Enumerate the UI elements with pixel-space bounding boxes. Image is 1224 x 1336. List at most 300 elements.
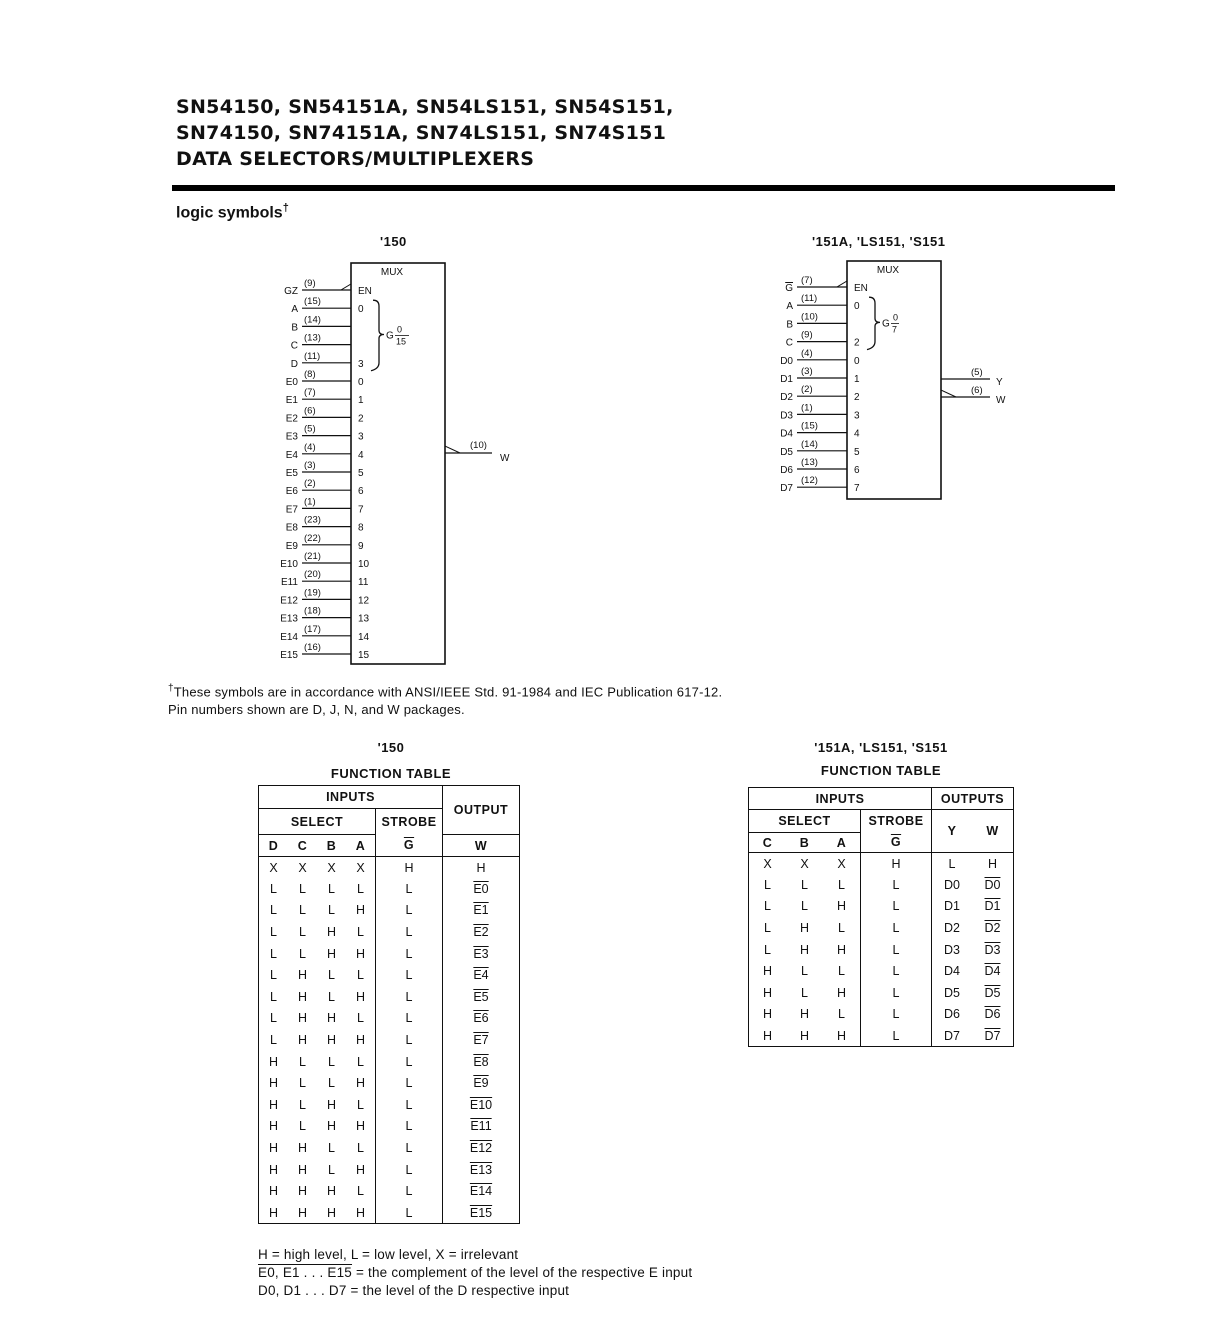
terminal-label: 0 bbox=[358, 304, 364, 316]
pin-number: (15) bbox=[304, 296, 321, 308]
pin-number: (22) bbox=[304, 532, 321, 544]
pin-number: (18) bbox=[304, 605, 321, 617]
table-row bbox=[259, 1116, 520, 1138]
table-cell: L bbox=[861, 939, 932, 961]
table-cell: H bbox=[799, 942, 810, 957]
pin-number: (15) bbox=[801, 420, 818, 432]
table-cell: L bbox=[357, 1097, 364, 1112]
function-table-151 bbox=[748, 787, 1014, 1047]
group-fraction-top: 0 bbox=[397, 324, 403, 335]
table-row bbox=[259, 943, 520, 965]
terminal-label: 11 bbox=[358, 577, 369, 589]
table-cell: L bbox=[376, 1051, 443, 1073]
group-label: G bbox=[882, 318, 890, 330]
pin-number: (9) bbox=[801, 329, 813, 341]
table-row bbox=[749, 1025, 1014, 1047]
table-cell: L bbox=[299, 1054, 306, 1069]
table-cell: H bbox=[259, 1072, 289, 1094]
table-cell: L bbox=[376, 964, 443, 986]
table-cell: L bbox=[861, 1025, 932, 1047]
inputs-header: INPUTS bbox=[749, 788, 932, 810]
table-cell: H bbox=[799, 921, 810, 936]
legend-line-1: H = high level, L = low level, X = irrelevant bbox=[258, 1247, 519, 1262]
input-name: E12 bbox=[280, 595, 298, 607]
table-cell: X bbox=[327, 860, 336, 875]
output-pin: (6) bbox=[971, 385, 983, 396]
pin-number: (1) bbox=[304, 496, 316, 508]
output-name: Y bbox=[996, 377, 1003, 388]
table-cell: H bbox=[786, 1025, 823, 1047]
table-cell: L bbox=[376, 1137, 443, 1159]
output-cell: D6 bbox=[972, 1004, 1014, 1026]
enable-indicator bbox=[837, 281, 847, 287]
output-cell: D1 bbox=[972, 896, 1014, 918]
mux-title: MUX bbox=[876, 265, 900, 276]
pin-number: (2) bbox=[801, 384, 813, 396]
table-row bbox=[259, 986, 520, 1008]
output-cell: D6 bbox=[944, 1007, 960, 1022]
pin-number: (21) bbox=[304, 551, 321, 562]
input-name: E10 bbox=[280, 559, 298, 570]
select-column-header: B bbox=[317, 835, 346, 857]
pin-number: (23) bbox=[304, 514, 321, 526]
output-cell: D3 bbox=[944, 942, 960, 957]
table-cell: L bbox=[259, 964, 289, 986]
table-cell: L bbox=[861, 1004, 932, 1026]
output-cell: E2 bbox=[443, 921, 520, 943]
table-cell: H bbox=[326, 1097, 337, 1112]
table-cell: X bbox=[259, 857, 289, 879]
table-cell: H bbox=[355, 1076, 366, 1091]
table-cell: H bbox=[861, 853, 932, 875]
group-brace bbox=[371, 300, 384, 371]
table-cell: L bbox=[299, 903, 306, 918]
output-cell: E12 bbox=[443, 1137, 520, 1159]
table-cell: L bbox=[376, 1008, 443, 1030]
output-cell: E8 bbox=[443, 1051, 520, 1073]
table-cell: H bbox=[297, 1011, 308, 1026]
input-name: D5 bbox=[780, 446, 793, 458]
terminal-label: 9 bbox=[358, 540, 364, 552]
table-cell: L bbox=[838, 877, 845, 892]
negation-indicator bbox=[941, 390, 956, 397]
terminal-label: 2 bbox=[854, 392, 860, 404]
table-cell: L bbox=[861, 982, 932, 1004]
table-row bbox=[749, 853, 1014, 875]
pin-number: (7) bbox=[801, 275, 813, 286]
output-cell: E5 bbox=[443, 986, 520, 1008]
input-name: D4 bbox=[780, 428, 793, 440]
table-cell: L bbox=[259, 943, 289, 965]
table-cell: H bbox=[823, 1025, 861, 1047]
table-row bbox=[259, 1094, 520, 1116]
table-cell: H bbox=[317, 1202, 346, 1224]
select-column-header: A bbox=[823, 833, 861, 853]
terminal-label: 3 bbox=[358, 431, 364, 443]
table-cell: L bbox=[749, 874, 787, 896]
terminal-label: 2 bbox=[854, 337, 860, 349]
terminal-label: 0 bbox=[358, 377, 364, 388]
input-name: E15 bbox=[280, 650, 298, 661]
table-cell: H bbox=[749, 982, 787, 1004]
input-name: B bbox=[291, 322, 298, 334]
table-cell: H bbox=[355, 1033, 366, 1048]
output-column-header-y: Y bbox=[932, 810, 973, 853]
table-cell: H bbox=[799, 1007, 810, 1022]
output-cell: H bbox=[972, 853, 1014, 875]
terminal-label: 3 bbox=[358, 358, 364, 370]
legend-line-2: E0, E1 . . . E15 = the complement of the level of the respective E input bbox=[258, 1265, 693, 1280]
input-name: D bbox=[290, 358, 298, 370]
table-cell: L bbox=[357, 881, 364, 896]
strobe-column-header: $\overline{G}$ bbox=[376, 835, 443, 857]
input-name: GZ bbox=[284, 286, 298, 297]
table-cell: H bbox=[326, 1033, 337, 1048]
title-line-1: SN54150, SN54151A, SN54LS151, SN54S151, bbox=[176, 96, 674, 118]
table-cell: L bbox=[259, 878, 289, 900]
section-heading: logic symbols† bbox=[176, 202, 289, 222]
pin-number: (11) bbox=[801, 293, 818, 305]
output-cell: E15 bbox=[443, 1202, 520, 1224]
table-cell: L bbox=[838, 1007, 845, 1022]
table-cell: L bbox=[838, 964, 845, 979]
output-cell: D2 bbox=[972, 917, 1014, 939]
mux-block bbox=[847, 261, 941, 499]
table-cell: L bbox=[376, 1094, 443, 1116]
negation-indicator bbox=[445, 446, 460, 453]
pin-number: (8) bbox=[304, 369, 316, 380]
table-cell: L bbox=[801, 899, 808, 914]
input-name: A bbox=[786, 301, 793, 313]
table-cell: L bbox=[299, 1119, 306, 1134]
terminal-label: 15 bbox=[358, 650, 370, 661]
table-cell: H bbox=[259, 1159, 289, 1181]
output-cell: E4 bbox=[443, 964, 520, 986]
table-cell: L bbox=[376, 921, 443, 943]
outputs-header: OUTPUTS bbox=[932, 788, 1014, 810]
table-row bbox=[259, 1202, 520, 1224]
table-row bbox=[259, 1072, 520, 1094]
input-name: C bbox=[290, 340, 298, 352]
terminal-label: 13 bbox=[358, 613, 370, 625]
table-cell: H bbox=[326, 1184, 337, 1199]
title-line-3: DATA SELECTORS/MULTIPLEXERS bbox=[176, 148, 535, 170]
output-header: OUTPUT bbox=[443, 786, 520, 835]
terminal-label: 6 bbox=[854, 465, 860, 476]
table-row bbox=[749, 960, 1014, 982]
table-row bbox=[259, 900, 520, 922]
table-row bbox=[259, 1051, 520, 1073]
table-row bbox=[259, 1137, 520, 1159]
pin-number: (19) bbox=[304, 587, 321, 599]
table-cell: X bbox=[356, 860, 365, 875]
pin-number: (11) bbox=[304, 350, 321, 362]
output-cell: D0 bbox=[944, 877, 960, 892]
pin-number: (20) bbox=[304, 569, 321, 581]
legend-complement-terms: E0, E1 . . . E15 bbox=[258, 1265, 353, 1280]
table-row bbox=[259, 964, 520, 986]
output-cell: D5 bbox=[972, 982, 1014, 1004]
output-name: W bbox=[500, 453, 510, 464]
input-name: D0 bbox=[780, 355, 793, 367]
logic-symbol-151 bbox=[780, 261, 1006, 499]
table-cell: H bbox=[259, 1137, 289, 1159]
input-name: E4 bbox=[285, 449, 298, 461]
output-cell: E14 bbox=[443, 1180, 520, 1202]
table-cell: H bbox=[259, 1116, 289, 1138]
table-cell: L bbox=[376, 1116, 443, 1138]
terminal-label: 10 bbox=[358, 559, 370, 570]
table-cell: L bbox=[328, 968, 335, 983]
strobe-column-header: $\overline{G}$ bbox=[861, 833, 932, 853]
legend-line-3: D0, D1 . . . D7 = the level of the D respective input bbox=[258, 1283, 570, 1298]
table-151-caption: FUNCTION TABLE bbox=[820, 763, 942, 778]
table-cell: H bbox=[836, 942, 847, 957]
mux-title: MUX bbox=[380, 267, 404, 278]
select-header: SELECT bbox=[259, 809, 376, 835]
output-cell: E13 bbox=[443, 1159, 520, 1181]
logic-symbol-150 bbox=[280, 263, 510, 664]
table-151-label: '151A, 'LS151, 'S151 bbox=[814, 740, 948, 755]
terminal-label: 0 bbox=[854, 355, 860, 367]
pin-number: (13) bbox=[801, 457, 818, 468]
input-name: E14 bbox=[280, 631, 298, 643]
output-cell: D4 bbox=[944, 964, 960, 979]
input-name: E7 bbox=[285, 504, 298, 516]
table-150-caption: FUNCTION TABLE bbox=[330, 766, 452, 781]
table-cell: L bbox=[357, 1011, 364, 1026]
table-cell: H bbox=[259, 1202, 289, 1224]
table-cell: H bbox=[297, 1184, 308, 1199]
table-cell: L bbox=[861, 874, 932, 896]
table-cell: L bbox=[328, 1054, 335, 1069]
table-row bbox=[749, 917, 1014, 939]
input-name: G bbox=[785, 283, 793, 294]
table-cell: L bbox=[357, 968, 364, 983]
input-name: D1 bbox=[780, 374, 793, 385]
table-cell: H bbox=[326, 946, 337, 961]
terminal-label: 0 bbox=[854, 301, 860, 313]
table-row bbox=[749, 896, 1014, 918]
output-cell: H bbox=[443, 857, 520, 879]
pin-number: (3) bbox=[304, 460, 316, 471]
table-cell: L bbox=[861, 960, 932, 982]
table-cell: H bbox=[288, 1202, 317, 1224]
table-cell: L bbox=[328, 989, 335, 1004]
output-cell: E9 bbox=[443, 1072, 520, 1094]
terminal-label: 2 bbox=[358, 413, 364, 425]
output-cell: D4 bbox=[972, 960, 1014, 982]
terminal-label: 1 bbox=[358, 395, 364, 407]
table-cell: L bbox=[749, 939, 787, 961]
input-name: E1 bbox=[285, 395, 298, 407]
output-cell: D7 bbox=[932, 1025, 973, 1047]
output-cell: E7 bbox=[443, 1029, 520, 1051]
pin-number: (2) bbox=[304, 478, 316, 490]
table-cell: H bbox=[355, 989, 366, 1004]
function-table-150 bbox=[258, 785, 520, 1224]
title-line-2: SN74150, SN74151A, SN74LS151, SN74S151 bbox=[176, 122, 667, 144]
pin-number: (17) bbox=[304, 623, 321, 635]
terminal-label: EN bbox=[854, 283, 868, 294]
table-cell: H bbox=[836, 899, 847, 914]
table-cell: L bbox=[749, 896, 787, 918]
table-row bbox=[259, 1008, 520, 1030]
table-150-label: '150 bbox=[377, 740, 405, 755]
input-name: E9 bbox=[285, 540, 298, 552]
table-cell: H bbox=[749, 1025, 787, 1047]
terminal-label: EN bbox=[358, 286, 372, 297]
table-cell: L bbox=[259, 986, 289, 1008]
output-cell: D7 bbox=[972, 1025, 1014, 1047]
pin-number: (12) bbox=[801, 475, 818, 487]
pin-number: (10) bbox=[801, 311, 818, 323]
table-cell: L bbox=[328, 1162, 335, 1177]
output-cell: D2 bbox=[944, 921, 960, 936]
table-cell: H bbox=[749, 1004, 787, 1026]
terminal-label: 8 bbox=[358, 522, 364, 534]
table-cell: L bbox=[357, 1184, 364, 1199]
pin-number: (14) bbox=[801, 438, 818, 450]
table-cell: H bbox=[749, 960, 787, 982]
table-cell: H bbox=[297, 1162, 308, 1177]
select-column-header: C bbox=[749, 833, 787, 853]
table-cell: L bbox=[376, 1180, 443, 1202]
pin-number: (4) bbox=[801, 347, 813, 359]
output-cell: D1 bbox=[944, 899, 960, 914]
input-name: E11 bbox=[280, 577, 298, 589]
pin-number: (6) bbox=[304, 405, 316, 417]
table-row bbox=[749, 982, 1014, 1004]
output-cell: D0 bbox=[972, 874, 1014, 896]
terminal-label: 5 bbox=[854, 446, 860, 458]
output-cell: E1 bbox=[443, 900, 520, 922]
input-name: E2 bbox=[285, 413, 298, 425]
footnote-line-2: Pin numbers shown are D, J, N, and W packages. bbox=[168, 702, 465, 718]
pin-number: (9) bbox=[304, 278, 316, 289]
pin-number: (3) bbox=[801, 366, 813, 377]
pin-number: (1) bbox=[801, 402, 813, 414]
select-column-header: A bbox=[346, 835, 376, 857]
table-cell: H bbox=[259, 1094, 289, 1116]
table-cell: H bbox=[259, 1180, 289, 1202]
select-header: SELECT bbox=[749, 810, 861, 833]
pin-number: (4) bbox=[304, 441, 316, 453]
table-cell: L bbox=[328, 1141, 335, 1156]
strobe-header: STROBE bbox=[861, 810, 932, 833]
input-name: A bbox=[291, 304, 298, 316]
terminal-label: 14 bbox=[358, 631, 370, 643]
table-cell: L bbox=[299, 925, 306, 940]
output-column-header: W bbox=[443, 835, 520, 857]
output-cell: E0 bbox=[443, 878, 520, 900]
pin-number: (5) bbox=[304, 423, 316, 435]
input-name: D3 bbox=[780, 410, 793, 422]
group-fraction-bottom: 15 bbox=[396, 336, 407, 347]
table-cell: L bbox=[376, 878, 443, 900]
group-fraction-top: 0 bbox=[893, 312, 899, 323]
table-cell: L bbox=[376, 1029, 443, 1051]
symbol-151-label: '151A, 'LS151, 'S151 bbox=[812, 234, 946, 249]
select-column-header: B bbox=[786, 833, 823, 853]
table-cell: L bbox=[299, 1076, 306, 1091]
input-name: E13 bbox=[280, 613, 298, 625]
pin-number: (14) bbox=[304, 314, 321, 326]
table-cell: L bbox=[801, 877, 808, 892]
input-name: D7 bbox=[780, 483, 793, 495]
table-cell: H bbox=[836, 985, 847, 1000]
table-cell: H bbox=[376, 857, 443, 879]
terminal-label: 7 bbox=[854, 483, 860, 495]
table-row bbox=[259, 1159, 520, 1181]
table-cell: L bbox=[259, 900, 289, 922]
table-cell: L bbox=[376, 1072, 443, 1094]
select-column-header: C bbox=[288, 835, 317, 857]
pin-number: (16) bbox=[304, 642, 321, 653]
footnote-line-1: †These symbols are in accordance with ANSI/IEEE Std. 91-1984 and IEC Publication 617-12. bbox=[168, 683, 723, 700]
table-cell: L bbox=[801, 985, 808, 1000]
output-cell: D5 bbox=[944, 985, 960, 1000]
table-cell: L bbox=[861, 917, 932, 939]
table-cell: L bbox=[376, 986, 443, 1008]
table-row bbox=[749, 939, 1014, 961]
terminal-label: 4 bbox=[854, 428, 860, 440]
table-cell: H bbox=[326, 1011, 337, 1026]
input-name: E3 bbox=[285, 431, 298, 443]
output-pin: (5) bbox=[971, 367, 983, 378]
input-name: E8 bbox=[285, 522, 298, 534]
table-row bbox=[749, 874, 1014, 896]
table-cell: L bbox=[259, 1008, 289, 1030]
terminal-label: 1 bbox=[854, 374, 860, 385]
legend bbox=[258, 1246, 692, 1300]
output-column-header-w: W bbox=[972, 810, 1014, 853]
output-cell: E10 bbox=[443, 1094, 520, 1116]
terminal-label: 5 bbox=[358, 468, 364, 479]
table-row bbox=[259, 921, 520, 943]
table-row bbox=[749, 1004, 1014, 1026]
group-brace bbox=[867, 297, 880, 349]
table-row bbox=[259, 878, 520, 900]
terminal-label: 12 bbox=[358, 595, 370, 607]
terminal-label: 7 bbox=[358, 504, 364, 516]
table-cell: H bbox=[297, 968, 308, 983]
output-pin: (10) bbox=[470, 440, 487, 451]
select-column-header: D bbox=[259, 835, 289, 857]
strobe-header: STROBE bbox=[376, 809, 443, 835]
pin-number: (7) bbox=[304, 387, 316, 399]
table-cell: X bbox=[749, 853, 787, 875]
table-cell: H bbox=[297, 1141, 308, 1156]
table-cell: L bbox=[259, 1029, 289, 1051]
footnote bbox=[168, 680, 722, 719]
input-name: B bbox=[786, 319, 793, 331]
table-cell: L bbox=[328, 903, 335, 918]
output-cell: E6 bbox=[443, 1008, 520, 1030]
table-cell: H bbox=[326, 925, 337, 940]
table-cell: X bbox=[800, 856, 809, 871]
table-cell: H bbox=[355, 903, 366, 918]
output-cell: E3 bbox=[443, 943, 520, 965]
table-cell: H bbox=[297, 989, 308, 1004]
table-cell: L bbox=[357, 1054, 364, 1069]
table-cell: X bbox=[298, 860, 307, 875]
table-cell: H bbox=[346, 1202, 376, 1224]
output-cell: D3 bbox=[972, 939, 1014, 961]
table-cell: L bbox=[376, 1202, 443, 1224]
input-name: C bbox=[785, 337, 793, 349]
table-cell: L bbox=[259, 921, 289, 943]
